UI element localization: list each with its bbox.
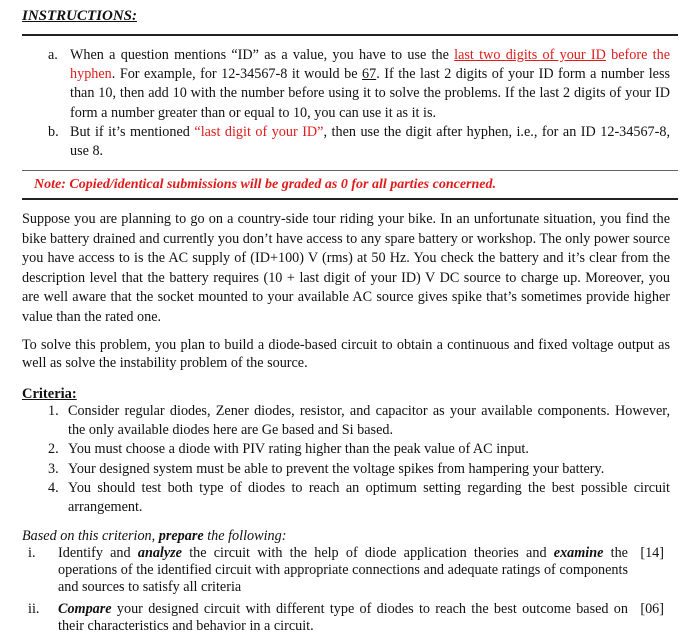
item-label: i. [28,545,36,561]
based-on-line [22,528,286,545]
item-label: a. [48,47,58,63]
text: But if it’s mentioned [70,123,195,140]
criteria-text: You should test both type of diodes to reach an optimum setting regarding the best possible circuit arrangement. [68,479,670,516]
item-label: 3. [48,460,59,477]
plagiarism-note: Note: Copied/identical submissions will be graded as 0 for all parties concerned. [34,177,496,192]
criteria-text: Your designed system must be able to prevent the voltage spikes from hampering your battery. [68,460,605,477]
text-red: before the hyphen [70,47,670,83]
prepare-list [22,545,678,640]
item-label: b. [48,123,59,140]
divider [22,34,678,36]
marks-badge: [14] [640,545,664,561]
instruction-item-a [22,46,670,123]
criteria-item [22,402,670,440]
item-label: 4. [48,479,59,496]
criteria-heading: Criteria: [22,386,77,402]
text: . For example, for 12-34567-8 it would be [111,66,363,83]
divider [22,170,678,171]
criteria-item [22,440,670,459]
instruction-item-b [22,123,670,161]
text-bold: examine [553,545,604,561]
item-label: ii. [28,601,40,617]
text: When a question mentions “ID” as a value, you have to use the [70,47,455,63]
marks-badge: [06] [640,601,664,617]
text: . If the last 2 digits of your ID form a number less than 10, then add 10 with the number before using it to solve the problems. If the last 2 digits of your ID form a number greater than or equal to 10, you can use it as it is. [70,66,671,121]
text: your designed circuit with different type of diodes to reach the best outcome based on their characteristics and behavior in a circuit. [58,601,628,634]
example-value: 67 [362,66,377,83]
text-bold: Compare [58,601,112,617]
prepare-item-i [22,545,678,596]
problem-paragraph: To solve this problem, you plan to build a diode-based circuit to obtain a continuous and fixed voltage output as well as solve the instability problem of the source. [22,337,670,371]
criteria-text: Consider regular diodes, Zener diodes, resistor, and capacitor as your available components. However, the only available diodes here are Ge based and Si based. [68,403,670,439]
page-title: INSTRUCTIONS: [22,8,138,24]
item-label: 2. [48,441,59,458]
id-rule-link[interactable]: last two digits of your ID [454,47,606,63]
criteria-text: You must choose a diode with PIV rating higher than the peak value of AC input. [68,441,529,458]
text-red: “last digit of your ID” [194,123,324,140]
criteria-item [22,479,670,517]
scenario-paragraph: Suppose you are planning to go on a country-side tour riding your bike. In an unfortunate situation, you find the bike battery drained and currently you don’t have access to any spare battery or workshop. The only power source you have access to is the AC supply of (ID+100) V (rms) at 50 Hz. You check the battery and it’s clear from the description level that the battery requires (10 + last digit of your ID) V DC source to charge up. Moreover, you are well aware that the socket mounted to your available AC source gives spike that’s sometimes provide higher value than the rated one. [22,211,670,325]
item-label: 1. [48,403,59,419]
instructions-list [22,46,670,161]
text: Identify and [58,545,138,561]
prepare-item-ii [22,601,678,635]
text: the operations of the identified circuit with appropriate connections and adequate ratings of components and sources to satisfy all criteria [58,545,628,595]
text: Based on this criterion, [22,528,159,544]
criteria-list [22,402,670,517]
divider [22,198,678,200]
text-bold: prepare [158,528,204,544]
text-bold: analyze [137,545,182,561]
text: , then use the digit after hyphen, i.e., for an ID 12-34567-8, use 8. [70,123,670,160]
text: the circuit with the help of diode application theories and [181,545,554,561]
text: the following: [203,528,287,544]
criteria-item [22,460,670,479]
